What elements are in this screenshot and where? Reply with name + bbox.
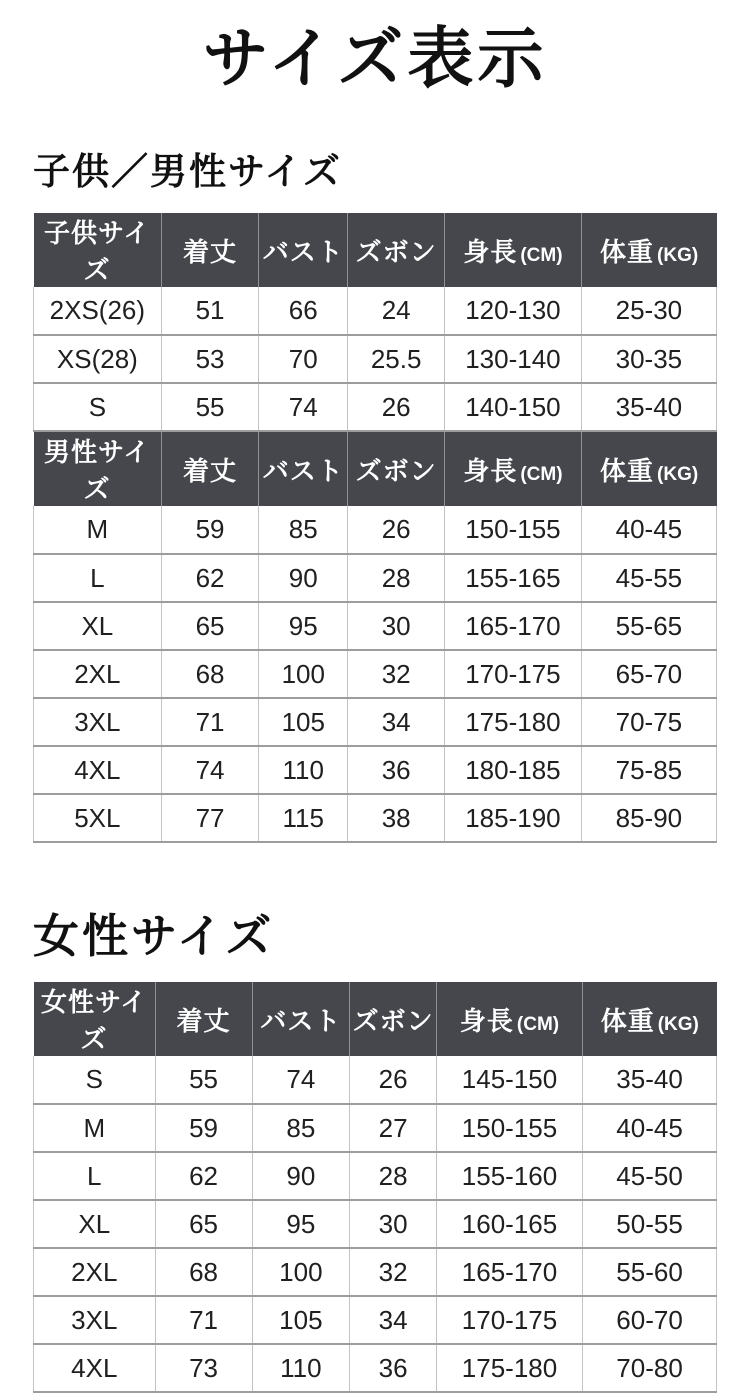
header-cell [436, 982, 582, 1056]
table-cell: 5XL [34, 794, 162, 842]
table-row [34, 383, 717, 431]
table-cell: L [34, 554, 162, 602]
header-cell-label: 身長 [459, 1005, 514, 1036]
table-cell: 30 [348, 602, 445, 650]
table-cell: 2XS(26) [34, 287, 162, 335]
header-cell-label: ズボン [352, 1005, 434, 1036]
table-cell: 66 [259, 287, 348, 335]
table-cell: 90 [259, 554, 348, 602]
header-cell [34, 431, 162, 506]
header-cell-label: 体重 [600, 455, 655, 486]
table-cell: 4XL [34, 1344, 156, 1392]
header-cell-label: 体重 [600, 236, 655, 267]
header-cell-label: バスト [262, 236, 344, 267]
table-cell: 3XL [34, 698, 162, 746]
table-cell: 77 [161, 794, 259, 842]
header-cell-label: 男性サイズ [44, 437, 151, 504]
table-cell: 100 [252, 1248, 350, 1296]
header-cell-label: 女性サイズ [40, 987, 148, 1054]
table-cell: 45-50 [583, 1152, 717, 1200]
table-cell: 150-155 [436, 1104, 582, 1152]
table-cell: 85 [259, 506, 348, 554]
table-cell: 36 [350, 1344, 437, 1392]
table-cell: 62 [161, 554, 259, 602]
table-cell: 105 [259, 698, 348, 746]
table-cell: XL [34, 602, 162, 650]
table-cell: 74 [252, 1056, 350, 1104]
table-cell: 68 [161, 650, 259, 698]
table-cell: 65 [155, 1200, 252, 1248]
table-cell: 65 [161, 602, 259, 650]
header-cell [348, 431, 445, 506]
header-cell [259, 431, 348, 506]
kids-men-size-table [33, 213, 717, 843]
table-row [34, 1296, 717, 1344]
table-row [34, 506, 717, 554]
table-cell: 180-185 [445, 746, 582, 794]
table-cell: 51 [161, 287, 259, 335]
table-cell: 38 [348, 794, 445, 842]
table-cell: L [34, 1152, 156, 1200]
table-row [34, 794, 717, 842]
table-cell: 145-150 [436, 1056, 582, 1104]
women-size-table [33, 982, 717, 1393]
table-cell: 53 [161, 335, 259, 383]
table-cell: 90 [252, 1152, 350, 1200]
header-cell-label: ズボン [355, 236, 437, 267]
table-cell: 170-175 [445, 650, 582, 698]
table-cell: 55-65 [581, 602, 716, 650]
table-cell: 35-40 [583, 1056, 717, 1104]
table-cell: 120-130 [445, 287, 582, 335]
header-cell [252, 982, 350, 1056]
table-row [34, 1056, 717, 1104]
table-cell: 75-85 [581, 746, 716, 794]
table-row [34, 1152, 717, 1200]
table-cell: 74 [161, 746, 259, 794]
header-cell-label: 身長 [463, 236, 518, 267]
header-cell [583, 982, 717, 1056]
table-cell: 85 [252, 1104, 350, 1152]
table-cell: 32 [348, 650, 445, 698]
table-cell: 40-45 [583, 1104, 717, 1152]
table-cell: 32 [350, 1248, 437, 1296]
women-section-heading: 女性サイズ [33, 910, 275, 962]
header-cell-label: 身長 [463, 455, 518, 486]
size-chart-page [0, 16, 750, 1393]
page-title: サイズ表示 [202, 21, 548, 95]
table-row [34, 287, 717, 335]
table-cell: 150-155 [445, 506, 582, 554]
table-cell: 165-170 [436, 1248, 582, 1296]
table-cell: 25-30 [581, 287, 716, 335]
table-cell: M [34, 506, 162, 554]
table-cell: 70-75 [581, 698, 716, 746]
table-row [34, 1344, 717, 1392]
table-cell: 40-45 [581, 506, 716, 554]
table-cell: 55 [161, 383, 259, 431]
table-cell: 140-150 [445, 383, 582, 431]
table-cell: 2XL [34, 1248, 156, 1296]
table-cell: 74 [259, 383, 348, 431]
kids-men-section-heading: 子供／男性サイズ [33, 151, 343, 192]
header-cell-unit: (CM) [516, 1013, 560, 1035]
header-cell [350, 982, 437, 1056]
table-cell: S [34, 1056, 156, 1104]
table-header-row [34, 982, 717, 1056]
header-cell-unit: (CM) [520, 244, 563, 266]
table-cell: 62 [155, 1152, 252, 1200]
header-cell-unit: (KG) [657, 244, 699, 266]
header-cell [161, 431, 259, 506]
table-cell: 26 [348, 506, 445, 554]
header-cell [34, 213, 162, 287]
table-cell: 27 [350, 1104, 437, 1152]
kids-men-section [33, 150, 717, 843]
table-cell: 175-180 [436, 1344, 582, 1392]
table-cell: 60-70 [583, 1296, 717, 1344]
table-cell: 24 [348, 287, 445, 335]
table-cell: 36 [348, 746, 445, 794]
table-cell: 70 [259, 335, 348, 383]
table-cell: 95 [252, 1200, 350, 1248]
header-cell [161, 213, 259, 287]
table-cell: S [34, 383, 162, 431]
table-cell: 59 [161, 506, 259, 554]
header-cell-unit: (CM) [520, 463, 563, 485]
table-row [34, 1200, 717, 1248]
table-row [34, 335, 717, 383]
table-cell: 3XL [34, 1296, 156, 1344]
table-row [34, 746, 717, 794]
table-cell: 71 [155, 1296, 252, 1344]
header-cell-unit: (KG) [657, 1013, 699, 1035]
table-row [34, 1104, 717, 1152]
header-cell [34, 982, 156, 1056]
table-cell: 175-180 [445, 698, 582, 746]
header-cell-label: バスト [262, 455, 344, 486]
header-cell [581, 213, 716, 287]
table-row [34, 698, 717, 746]
table-cell: 110 [259, 746, 348, 794]
header-cell [445, 431, 582, 506]
header-cell-unit: (KG) [657, 463, 699, 485]
table-cell: 65-70 [581, 650, 716, 698]
table-cell: XL [34, 1200, 156, 1248]
table-cell: 95 [259, 602, 348, 650]
table-header-row [34, 431, 717, 506]
women-section [33, 909, 717, 1393]
table-cell: 30-35 [581, 335, 716, 383]
header-cell [348, 213, 445, 287]
header-cell-label: 着丈 [183, 455, 238, 486]
table-cell: 100 [259, 650, 348, 698]
table-row [34, 650, 717, 698]
table-cell: 4XL [34, 746, 162, 794]
table-cell: 160-165 [436, 1200, 582, 1248]
header-cell-label: 子供サイズ [44, 218, 151, 285]
header-cell-label: バスト [260, 1005, 342, 1036]
table-cell: 30 [350, 1200, 437, 1248]
table-cell: 34 [348, 698, 445, 746]
table-cell: 110 [252, 1344, 350, 1392]
table-cell: 155-165 [445, 554, 582, 602]
table-cell: 55-60 [583, 1248, 717, 1296]
header-cell-label: 着丈 [183, 236, 238, 267]
header-cell [445, 213, 582, 287]
header-cell-label: ズボン [355, 455, 437, 486]
table-row [34, 1248, 717, 1296]
table-cell: 34 [350, 1296, 437, 1344]
header-cell-label: 着丈 [176, 1005, 231, 1036]
table-cell: 155-160 [436, 1152, 582, 1200]
table-cell: 73 [155, 1344, 252, 1392]
table-cell: 170-175 [436, 1296, 582, 1344]
table-cell: 25.5 [348, 335, 445, 383]
table-cell: 50-55 [583, 1200, 717, 1248]
table-cell: 59 [155, 1104, 252, 1152]
table-cell: 115 [259, 794, 348, 842]
table-cell: 71 [161, 698, 259, 746]
table-cell: 28 [348, 554, 445, 602]
table-cell: 105 [252, 1296, 350, 1344]
table-row [34, 554, 717, 602]
table-cell: 35-40 [581, 383, 716, 431]
table-cell: 45-55 [581, 554, 716, 602]
table-cell: 165-170 [445, 602, 582, 650]
table-cell: 185-190 [445, 794, 582, 842]
table-cell: 68 [155, 1248, 252, 1296]
header-cell [581, 431, 716, 506]
header-cell-label: 体重 [600, 1005, 655, 1036]
table-cell: XS(28) [34, 335, 162, 383]
table-cell: 26 [348, 383, 445, 431]
table-cell: 55 [155, 1056, 252, 1104]
table-cell: 28 [350, 1152, 437, 1200]
table-cell: 130-140 [445, 335, 582, 383]
table-cell: 70-80 [583, 1344, 717, 1392]
table-cell: 26 [350, 1056, 437, 1104]
table-header-row [34, 213, 717, 287]
table-cell: 85-90 [581, 794, 716, 842]
table-cell: M [34, 1104, 156, 1152]
header-cell [259, 213, 348, 287]
table-row [34, 602, 717, 650]
table-cell: 2XL [34, 650, 162, 698]
header-cell [155, 982, 252, 1056]
